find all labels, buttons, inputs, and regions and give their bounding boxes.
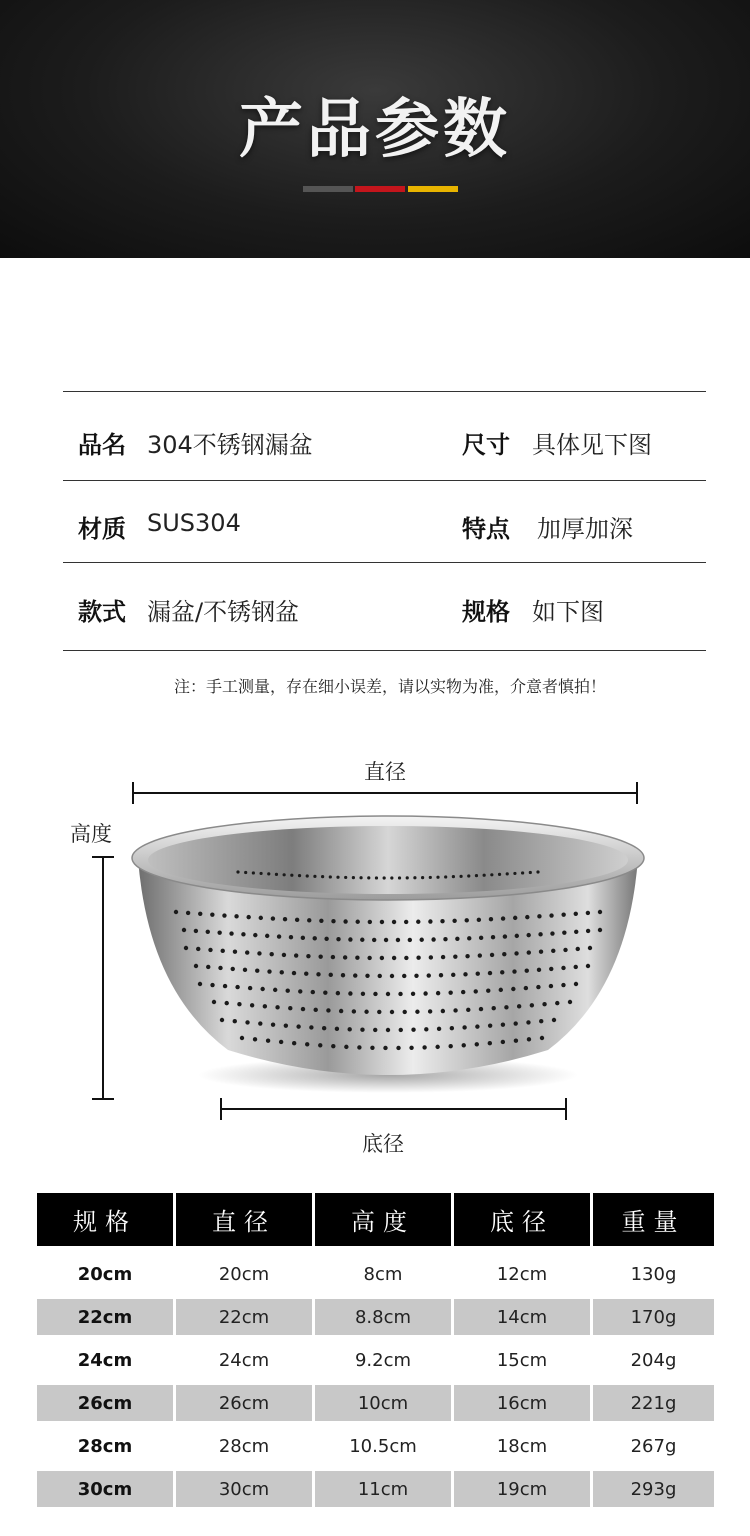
table-cell: 28cm [218,1435,270,1457]
table-cell: 18cm [496,1435,548,1457]
table-cell: 19cm [496,1478,548,1500]
table-cell: 10.5cm [349,1435,417,1457]
table-cell: 26cm [218,1392,270,1414]
table-cell: 30cm [218,1478,270,1500]
table-cell: 15cm [496,1349,548,1371]
spec-label-size: 尺寸 [462,431,510,459]
table-cell: 20cm [218,1263,270,1285]
table-cell: 204g [630,1349,677,1371]
base-tick-left [220,1098,222,1120]
table-header-diameter: 直径 [176,1193,312,1246]
table-cell: 221g [630,1392,677,1414]
spec-divider [63,650,706,651]
spec-label-style: 款式 [78,598,126,626]
spec-divider [63,391,706,392]
table-cell: 130g [630,1263,677,1285]
height-tick-bottom [92,1098,114,1100]
colander-image [128,810,648,1100]
table-row-spec: 28cm [77,1435,133,1457]
table-cell: 170g [630,1306,677,1328]
spec-label-material: 材质 [78,515,126,543]
page-title: 产品参数 [239,93,511,167]
spec-value-size: 具体见下图 [532,431,652,459]
accent-bar-gray [303,186,353,192]
base-tick-right [565,1098,567,1120]
table-header-base: 底径 [454,1193,590,1246]
accent-bar-yellow [408,186,458,192]
table-row-spec: 20cm [77,1263,133,1285]
table-header-spec: 规格 [37,1193,173,1246]
height-line [102,856,104,1100]
table-cell: 22cm [218,1306,270,1328]
diameter-label: 直径 [364,760,406,784]
table-header-weight: 重量 [593,1193,714,1246]
table-header-height: 高度 [315,1193,451,1246]
table-cell: 8.8cm [354,1306,412,1328]
table-cell: 9.2cm [354,1349,412,1371]
banner [0,0,750,258]
height-label: 高度 [70,822,112,846]
table-row-spec: 30cm [77,1478,133,1500]
spec-label-spec: 规格 [462,598,510,626]
accent-bar-red [355,186,405,192]
table-cell: 24cm [218,1349,270,1371]
spec-value-material: SUS304 [147,509,241,537]
table-cell: 8cm [363,1263,403,1285]
diameter-line [133,792,638,794]
table-cell: 267g [630,1435,677,1457]
table-row-spec: 24cm [77,1349,133,1371]
spec-value-style: 漏盆/不锈钢盆 [147,598,300,626]
table-cell: 10cm [357,1392,409,1414]
spec-value-spec: 如下图 [532,598,604,626]
spec-value-feature: 加厚加深 [537,515,633,543]
spec-divider [63,562,706,563]
table-row-spec: 26cm [77,1392,133,1414]
diameter-tick-right [636,782,638,804]
spec-label-name: 品名 [78,431,126,459]
spec-divider [63,480,706,481]
table-cell: 293g [630,1478,677,1500]
table-cell: 14cm [496,1306,548,1328]
spec-value-name: 304不锈钢漏盆 [147,431,313,459]
base-line [220,1108,566,1110]
table-cell: 16cm [496,1392,548,1414]
table-cell: 11cm [357,1478,409,1500]
base-label: 底径 [362,1132,404,1156]
spec-label-feature: 特点 [462,515,510,543]
table-row-spec: 22cm [77,1306,133,1328]
diameter-tick-left [132,782,134,804]
table-cell: 12cm [496,1263,548,1285]
measurement-note: 注：手工测量，存在细小误差，请以实物为准，介意者慎拍！ [173,677,606,696]
